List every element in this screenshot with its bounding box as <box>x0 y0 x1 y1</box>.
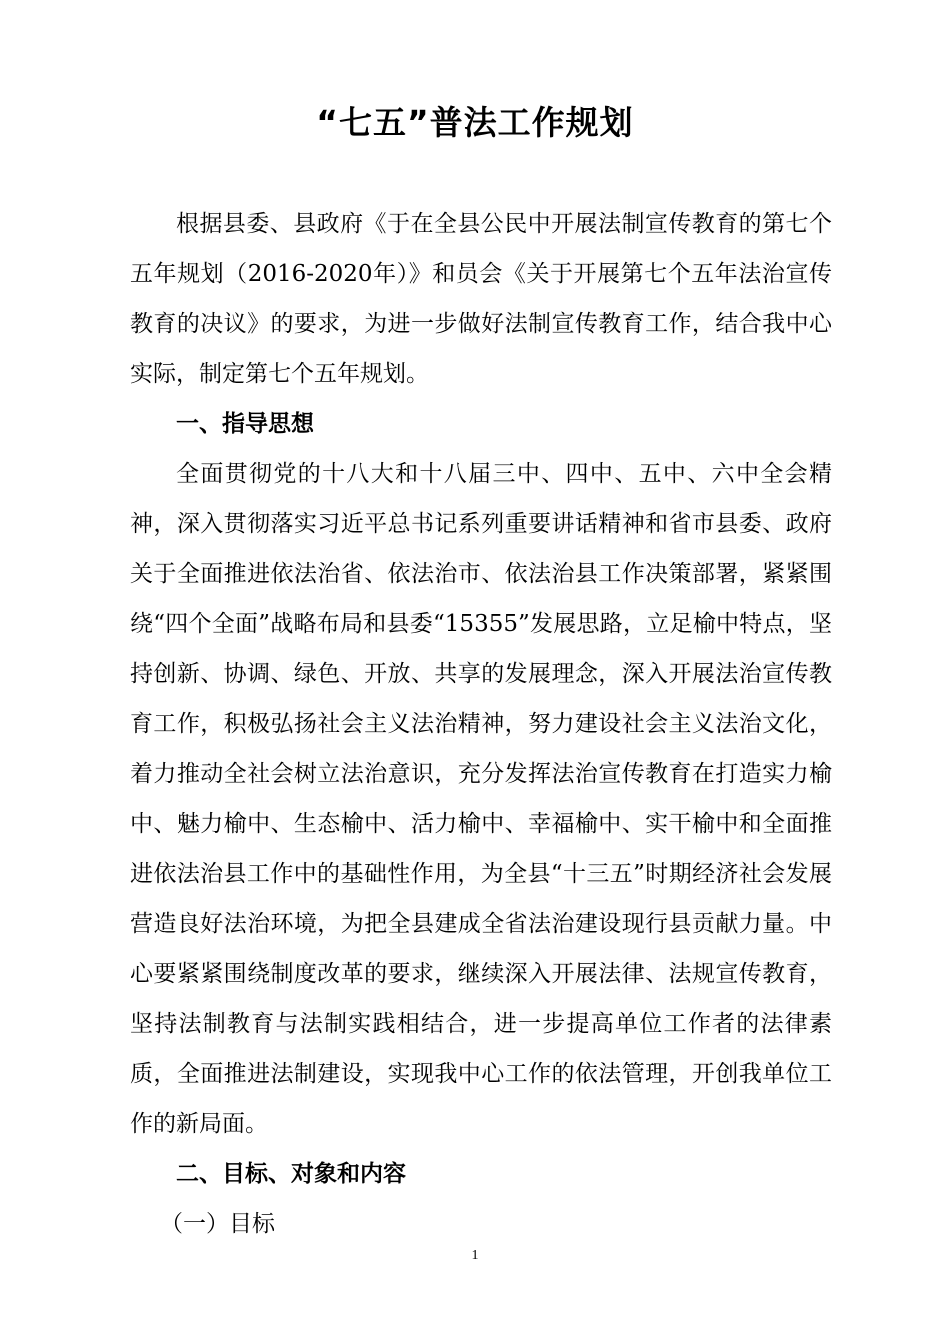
section-heading-guiding-thought: 一、指导思想 <box>176 411 314 437</box>
document-body <box>130 199 832 1249</box>
guiding-thought-paragraph: 全面贯彻党的十八大和十八届三中、四中、五中、六中全会精神，深入贯彻落实习近平总书记系列重要讲话精神和省市县委、政府关于全面推进依法治省、依法治市、依法治县工作决策部署，紧紧围绕“四个全面”战略布局和县委“15355”发展思路，立足榆中特点，坚持创新、协调、绿色、开放、共享的发展理念，深入开展法治宣传教育工作，积极弘扬社会主义法治精神，努力建设社会主义法治文化，着力推动全社会树立法治意识，充分发挥法治宣传教育在打造实力榆中、魅力榆中、生态榆中、活力榆中、幸福榆中、实干榆中和全面推进依法治县工作中的基础性作用，为全县“十三五”时期经济社会发展营造良好法治环境，为把全县建成全省法治建设现行县贡献力量。中心要紧紧围绕制度改革的要求，继续深入开展法律、法规宣传教育，坚持法制教育与法制实践相结合，进一步提高单位工作者的法律素质，全面推进法制建设，实现我中心工作的依法管理，开创我单位工作的新局面。 <box>130 461 832 1137</box>
page-number: 1 <box>471 1248 479 1263</box>
section-heading-goals: 二、目标、对象和内容 <box>176 1161 406 1187</box>
intro-paragraph: 根据县委、县政府《于在全县公民中开展法制宣传教育的第七个五年规划（2016-2020年）》和员会《关于开展第七个五年法治宣传教育的决议》的要求，为进一步做好法制宣传教育工作，结合我中心实际，制定第七个五年规划。 <box>130 211 832 387</box>
document-title: “七五”普法工作规划 <box>316 103 634 142</box>
subsection-heading-goal: （一）目标 <box>160 1211 275 1237</box>
